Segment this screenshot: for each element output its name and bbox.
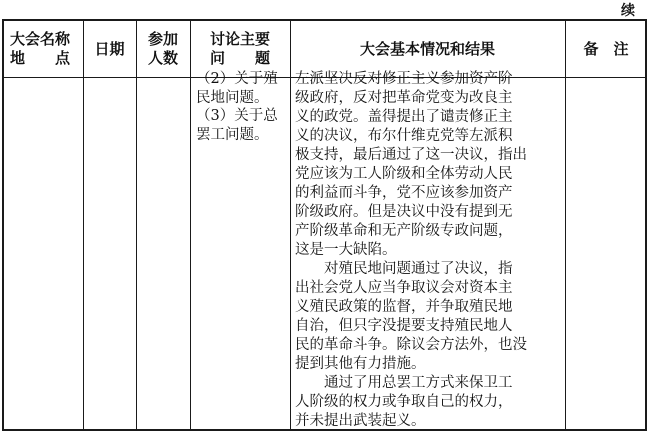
column-divider bbox=[136, 21, 137, 429]
summary-line: 的利益而斗争，党不应该参加资产 bbox=[295, 185, 513, 201]
continued-label: 续 bbox=[621, 3, 636, 19]
header-remarks: 备 注 bbox=[583, 39, 629, 58]
summary-line: 左派坚决反对修正主义参加资产阶 bbox=[295, 71, 513, 87]
summary-line: 义的政党。盖得提出了谴责修正主 bbox=[295, 109, 513, 125]
topics-cell bbox=[196, 70, 282, 144]
column-divider bbox=[190, 21, 191, 429]
summary-line: 自治，但只字没提要支持殖民地人 bbox=[295, 318, 513, 334]
summary-line: 通过了用总罢工方式来保卫工 bbox=[295, 375, 513, 391]
topic-line: （2）关于殖 bbox=[196, 71, 278, 87]
summary-cell bbox=[295, 70, 557, 431]
summary-line: 提到其他有力措施。 bbox=[295, 356, 426, 372]
summary-line: 对殖民地问题通过了决议，指 bbox=[295, 261, 513, 277]
header-name-place: 大会名称 地 点 bbox=[10, 30, 71, 67]
topic-line: 罢工问题。 bbox=[196, 126, 269, 143]
summary-line: 义殖民政策的监督，并争取殖民地 bbox=[295, 299, 513, 315]
header-attendance: 参加 人数 bbox=[147, 30, 178, 67]
header-topics: 讨论主要 问 题 bbox=[209, 30, 270, 67]
summary-line: 这是一大缺陷。 bbox=[295, 242, 397, 258]
summary-line: 产阶级革命和无产阶级专政问题， bbox=[295, 223, 513, 239]
summary-line: 党应该为工人阶级和全体劳动人民 bbox=[295, 166, 513, 182]
header-summary: 大会基本情况和结果 bbox=[359, 39, 495, 58]
header-date: 日期 bbox=[94, 39, 125, 58]
summary-line: 极支持，最后通过了这一决议，指出 bbox=[295, 147, 527, 163]
topic-line: （3）关于总 bbox=[196, 108, 278, 124]
summary-line: 义的决议，布尔什维克党等左派积 bbox=[295, 128, 513, 144]
column-divider bbox=[83, 21, 84, 429]
summary-line: 民的革命斗争。除议会方法外，也没 bbox=[295, 337, 527, 353]
summary-line: 级政府，反对把革命党变为改良主 bbox=[295, 90, 513, 106]
summary-line: 人阶级的权力或争取自己的权力， bbox=[295, 394, 513, 410]
column-divider bbox=[565, 21, 566, 429]
column-divider bbox=[290, 21, 291, 429]
summary-line: 阶级政府。但是决议中没有提到无 bbox=[295, 204, 513, 220]
summary-line: 出社会党人应当争取议会对资本主 bbox=[295, 280, 513, 296]
topic-line: 民地问题。 bbox=[196, 89, 269, 106]
summary-line: 并未提出武装起义。 bbox=[295, 413, 426, 429]
